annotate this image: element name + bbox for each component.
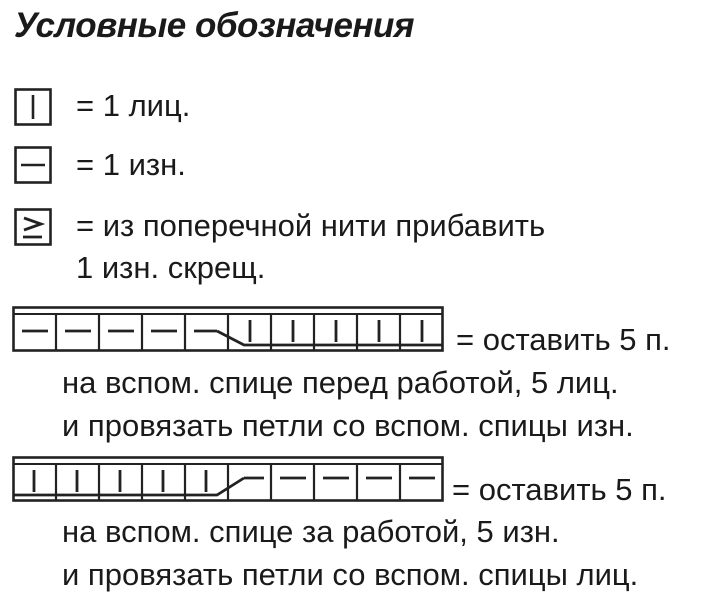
cable-front-label-line1: = оставить 5 п. xyxy=(456,322,671,357)
cable-back-label-line2: на вспом. спице за работой, 5 изн. xyxy=(62,514,560,549)
purl-stitch-icon xyxy=(14,146,52,184)
cable-front-icon xyxy=(12,306,444,352)
increase-purl-crossed-icon xyxy=(14,208,52,246)
cable-back-label-line1: = оставить 5 п. xyxy=(452,472,667,507)
knit-stitch-icon xyxy=(14,88,52,126)
cable-front-label-line2: на вспом. спице перед работой, 5 лиц. xyxy=(62,365,619,400)
cable-back-label-line3: и провязать петли со вспом. спицы лиц. xyxy=(62,557,639,592)
legend-title: Условные обозначения xyxy=(14,6,415,45)
increase-label-line1: = из поперечной нити прибавить xyxy=(76,208,546,243)
cable-back-icon xyxy=(12,456,444,502)
purl-stitch-label: = 1 изн. xyxy=(76,147,186,182)
increase-label-line2: 1 изн. скрещ. xyxy=(76,250,266,285)
cable-front-label-line3: и провязать петли со вспом. спицы изн. xyxy=(62,408,634,443)
knit-stitch-label: = 1 лиц. xyxy=(76,88,191,123)
